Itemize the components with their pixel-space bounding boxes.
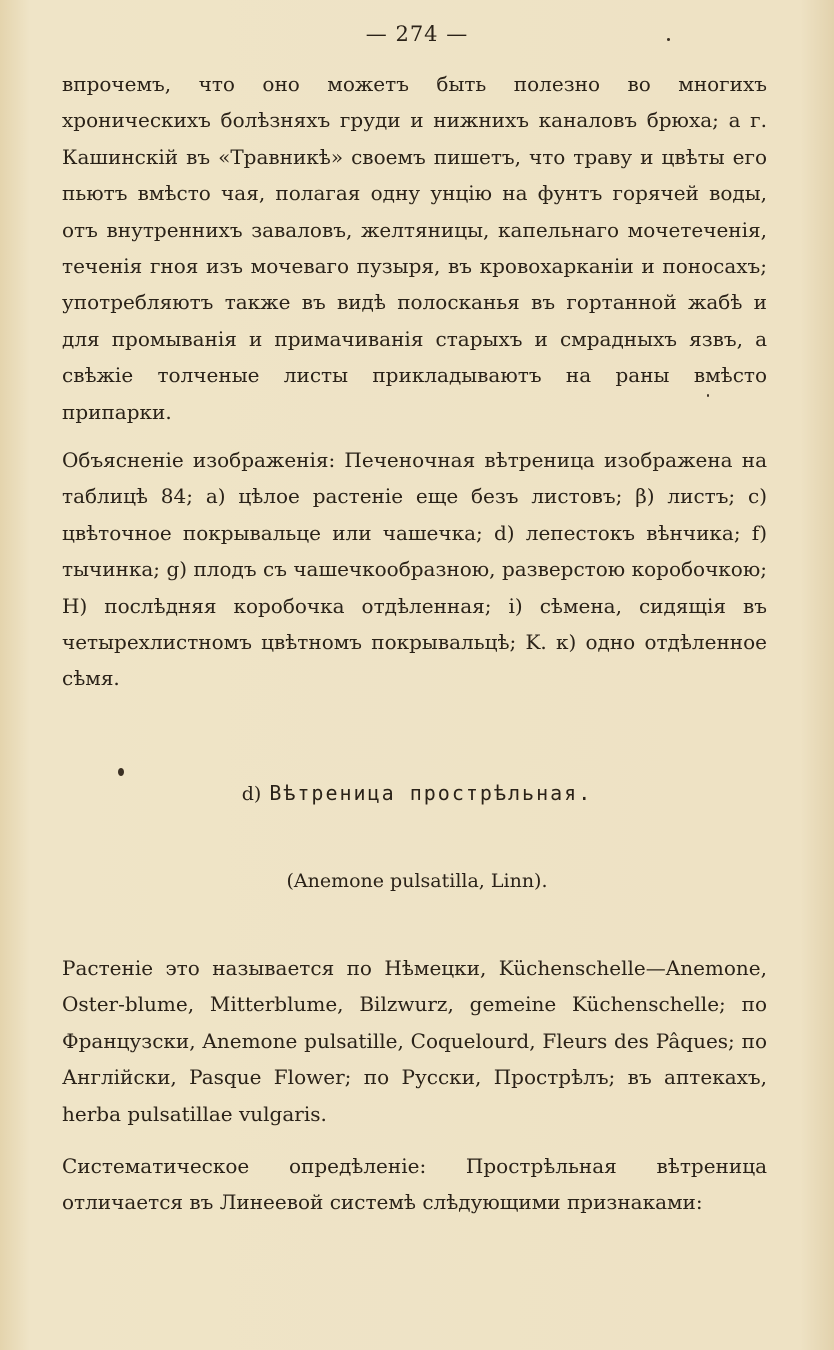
page-number: — 274 — bbox=[365, 22, 469, 46]
paragraph-figure-explanation bbox=[62, 442, 767, 697]
ink-speck bbox=[707, 394, 709, 397]
paragraph-text: Растеніе это называется по Нѣмецки, Küchenschelle—Anemone, Oster-blume, Mitterblume, Bilzwurz, gemeine Küchenschelle; по Французски, Anemone pulsatille, Coquelourd, Fleurs des Pâques; по Англійски, Pasque Flower; по Русски, Прострѣлъ; въ аптекахъ, herba pulsatillae vulgaris. bbox=[62, 956, 767, 1126]
paragraph-text: впрочемъ, что оно можетъ быть полезно во многихъ хроническихъ болѣзняхъ груди и нижнихъ каналовъ брюха; а г. Кашинскій въ «Травникѣ» своемъ пишетъ, что траву и цвѣты его пьютъ вмѣсто чая, полагая одну унцію на фунтъ горячей воды, отъ внутреннихъ заваловъ, желтяницы, капельнаго мочетеченія, теченія гноя изъ мочеваго пузыря, въ кровохарканіи и поносахъ; употребляютъ также въ видѣ полосканья въ гортанной жабѣ и для промыванія и примачиванія старыхъ и смрадныхъ язвъ, а свѣжіе толченые листы прикладываютъ на раны вмѣсто припарки. bbox=[62, 72, 767, 424]
paragraph-medicinal-uses bbox=[62, 66, 767, 430]
section-title: Вѣтреница прострѣльная. bbox=[269, 781, 593, 805]
paragraph-systematic-definition bbox=[62, 1148, 767, 1221]
paragraph-common-names bbox=[62, 950, 767, 1132]
section-heading bbox=[0, 781, 834, 805]
ink-speck bbox=[118, 768, 124, 776]
latin-name: (Anemone pulsatilla, Linn). bbox=[286, 870, 548, 892]
ink-speck bbox=[667, 38, 670, 41]
paragraph-text: Систематическое опредѣленіе: Прострѣльная вѣтреница отличается въ Линеевой системѣ слѣдующими признаками: bbox=[62, 1154, 767, 1215]
paragraph-text: Объясненіе изображенія: Печеночная вѣтреница изображена на таблицѣ 84; а) цѣлое растеніе еще безъ листовъ; β) листъ; с) цвѣточное покрывальце или чашечка; d) лепестокъ вѣнчика; f) тычинка; g) плодъ съ чашечкообразною, разверстою коробочкою; H) послѣдняя коробочка отдѣленная; i) сѣмена, сидящія въ четырехлистномъ цвѣтномъ покрывальцѣ; K. к) одно отдѣленное сѣмя. bbox=[62, 448, 767, 691]
section-letter: d) bbox=[241, 783, 262, 805]
